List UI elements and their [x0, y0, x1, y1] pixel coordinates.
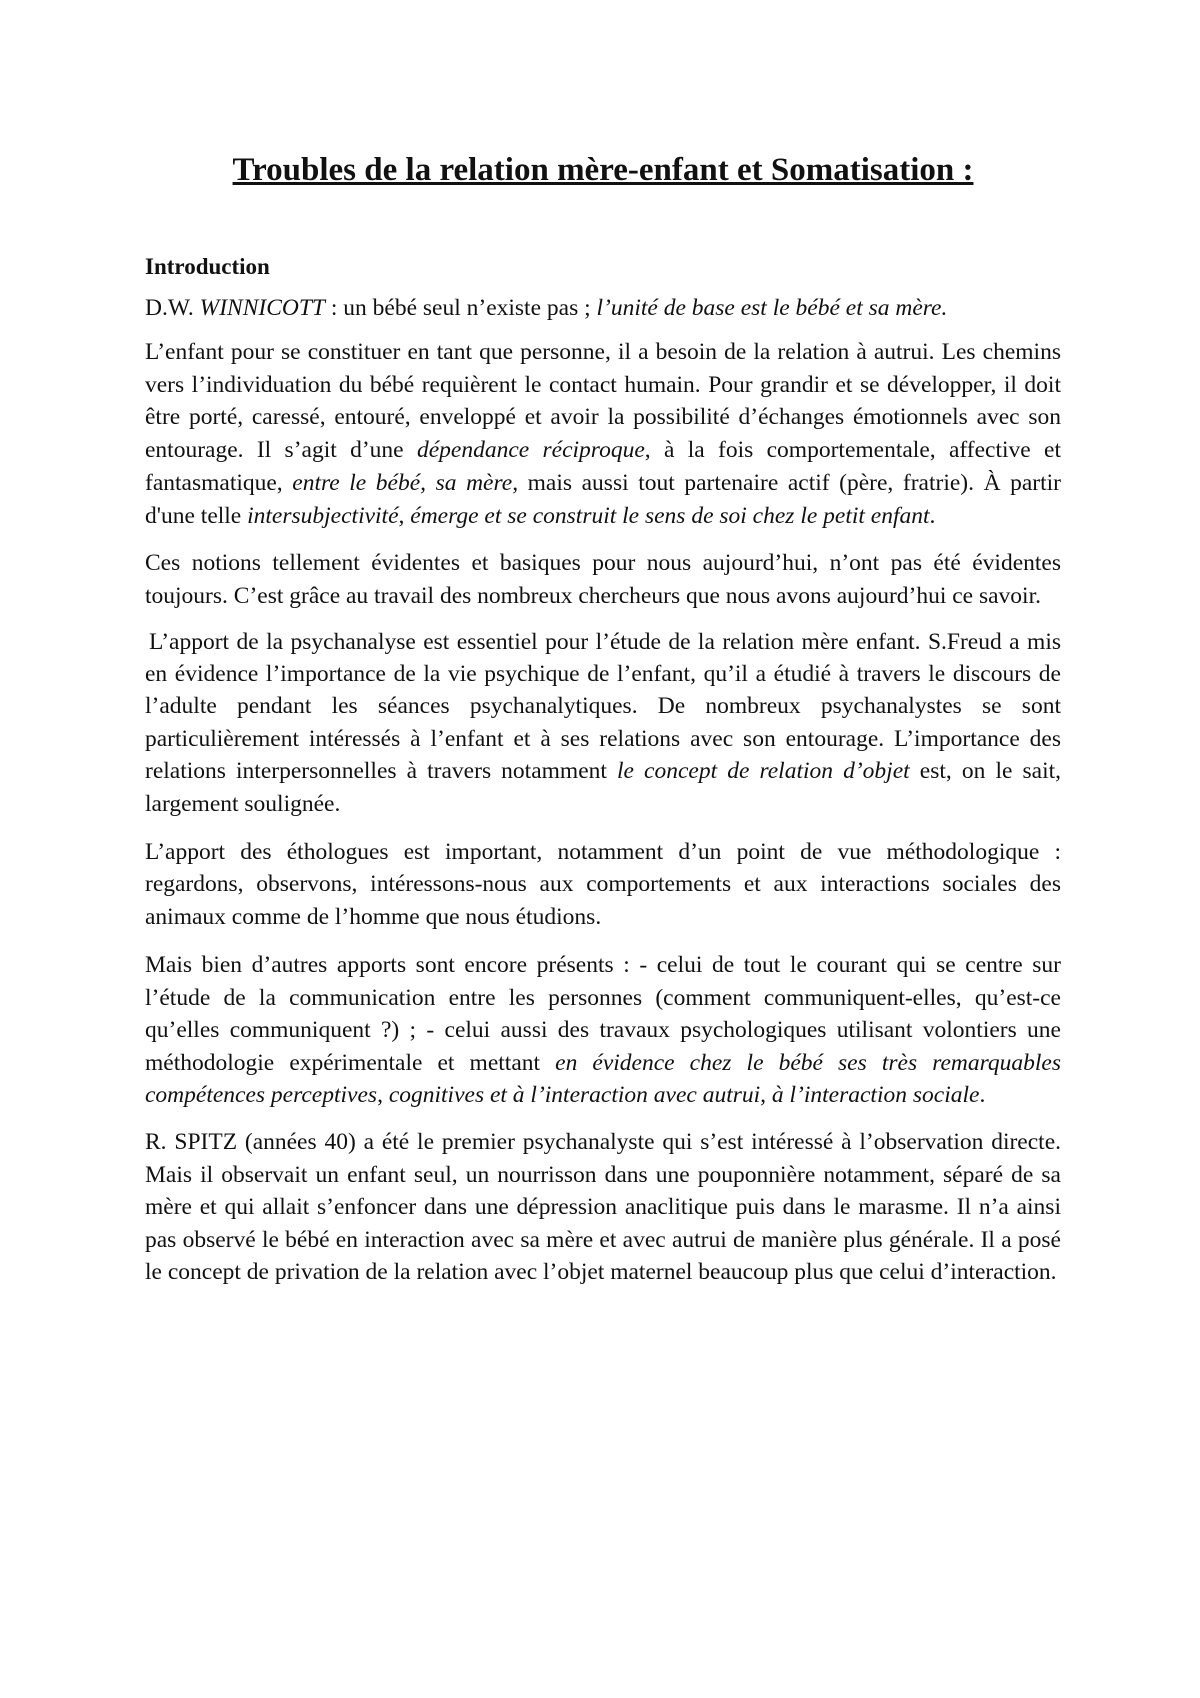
paragraph-individuation-italic-2: entre le bébé, sa mère, [292, 469, 519, 496]
paragraph-individuation-italic-3: intersubjectivité, émerge et se construit le sens de soi chez le petit enfant [247, 502, 930, 529]
paragraph-notions: Ces notions tellement évidentes et basiques pour nous aujourd’hui, n’ont pas été évidentes toujours. C’est grâce au travail des nombreux chercheurs que nous avons aujourd’hui ce savoir. [145, 550, 1061, 609]
section-heading-introduction: Introduction [145, 254, 270, 279]
paragraph-autres-apports [145, 949, 1061, 1111]
paragraph-individuation-text-3: mais aussi tout partenaire actif (père, fratrie). À partir d'une telle [145, 469, 1062, 529]
document-page [145, 150, 1061, 1288]
paragraph-individuation-text-1: L’enfant pour se constituer en tant que personne, il a besoin de la relation à autrui. Les chemins vers l’individuation du bébé requièrent le contact humain. Pour grandir et se développer, il doit être porté, caressé, entouré, enveloppé et avoir la possibilité d’échanges émotionnels avec son entourage. Il s’agit d’une [145, 339, 1061, 464]
winnicott-text: : un bébé seul n’existe pas ; [325, 295, 597, 321]
winnicott-author-name: WINNICOTT [199, 295, 325, 321]
paragraph-psychanalyse [145, 626, 1061, 820]
paragraph-autres-apports-text-3: . [979, 1081, 986, 1108]
paragraph-ethologues: L’apport des éthologues est important, notamment d’un point de vue méthodologique : regardons, observons, intéressons-nous aux comportements et aux interactions sociales des animaux comme de l’homme que nous étudions. [145, 839, 1061, 930]
paragraph-autres-apports-text-2: , [377, 1081, 389, 1108]
paragraph-psychanalyse-italic-1: le concept de relation d’objet [617, 758, 910, 785]
winnicott-author-initials: D.W. [145, 295, 200, 321]
paragraph-psychanalyse-text-2: est, on le sait, largement soulignée. [145, 758, 1061, 817]
paragraph-individuation-text-4: . [929, 502, 936, 529]
paragraph-autres-apports-text-1: Mais bien d’autres apports sont encore présents : - celui de tout le courant qui se centre sur l’étude de la communication entre les personnes (comment communiquent-elles, qu’est-ce qu’elles communiquent ?) ; - celui aussi des travaux psychologiques utilisant volontiers une méthodologie expérimentale et mettant [145, 952, 1061, 1076]
paragraph-individuation [145, 336, 1061, 532]
paragraph-autres-apports-italic-2: cognitives et à l’interaction avec autrui, à l’interaction sociale [388, 1081, 980, 1108]
paragraph-individuation-italic-1: dépendance réciproque [416, 437, 645, 464]
paragraph-autres-apports-italic-1: en évidence chez le bébé ses très remarquables compétences perceptives [145, 1049, 1061, 1108]
paragraph-spitz: R. SPITZ (années 40) a été le premier psychanalyste qui s’est intéressé à l’observation directe. Mais il observait un enfant seul, un nourrisson dans une pouponnière notamment, séparé de sa mère et qui allait s’enfoncer dans une dépression anaclitique puis dans le marasme. Il n’a ainsi pas observé le bébé en interaction avec sa mère et avec autrui de manière plus générale. Il a posé le concept de privation de la relation avec l’objet maternel beaucoup plus que celui d’interaction. [145, 1129, 1061, 1285]
paragraph-psychanalyse-text-1: L’apport de la psychanalyse est essentiel pour l’étude de la relation mère enfant. S.Freud a mis en évidence l’importance de la vie psychique de l’enfant, qu’il a étudié à travers le discours de l’adulte pendant les séances psychanalytiques. De nombreux psychanalystes se sont particulièrement intéressés à l’enfant et à ses relations avec son entourage. L’importance des relations interpersonnelles à travers notamment [145, 628, 1061, 785]
winnicott-quote-paragraph [145, 296, 1061, 321]
document-title: Troubles de la relation mère-enfant et Somatisation : [232, 152, 974, 188]
paragraph-individuation-text-2: , à la fois comportementale, affective et fantasmatique, [145, 437, 1062, 496]
winnicott-quote: l’unité de base est le bébé et sa mère. [596, 295, 948, 321]
